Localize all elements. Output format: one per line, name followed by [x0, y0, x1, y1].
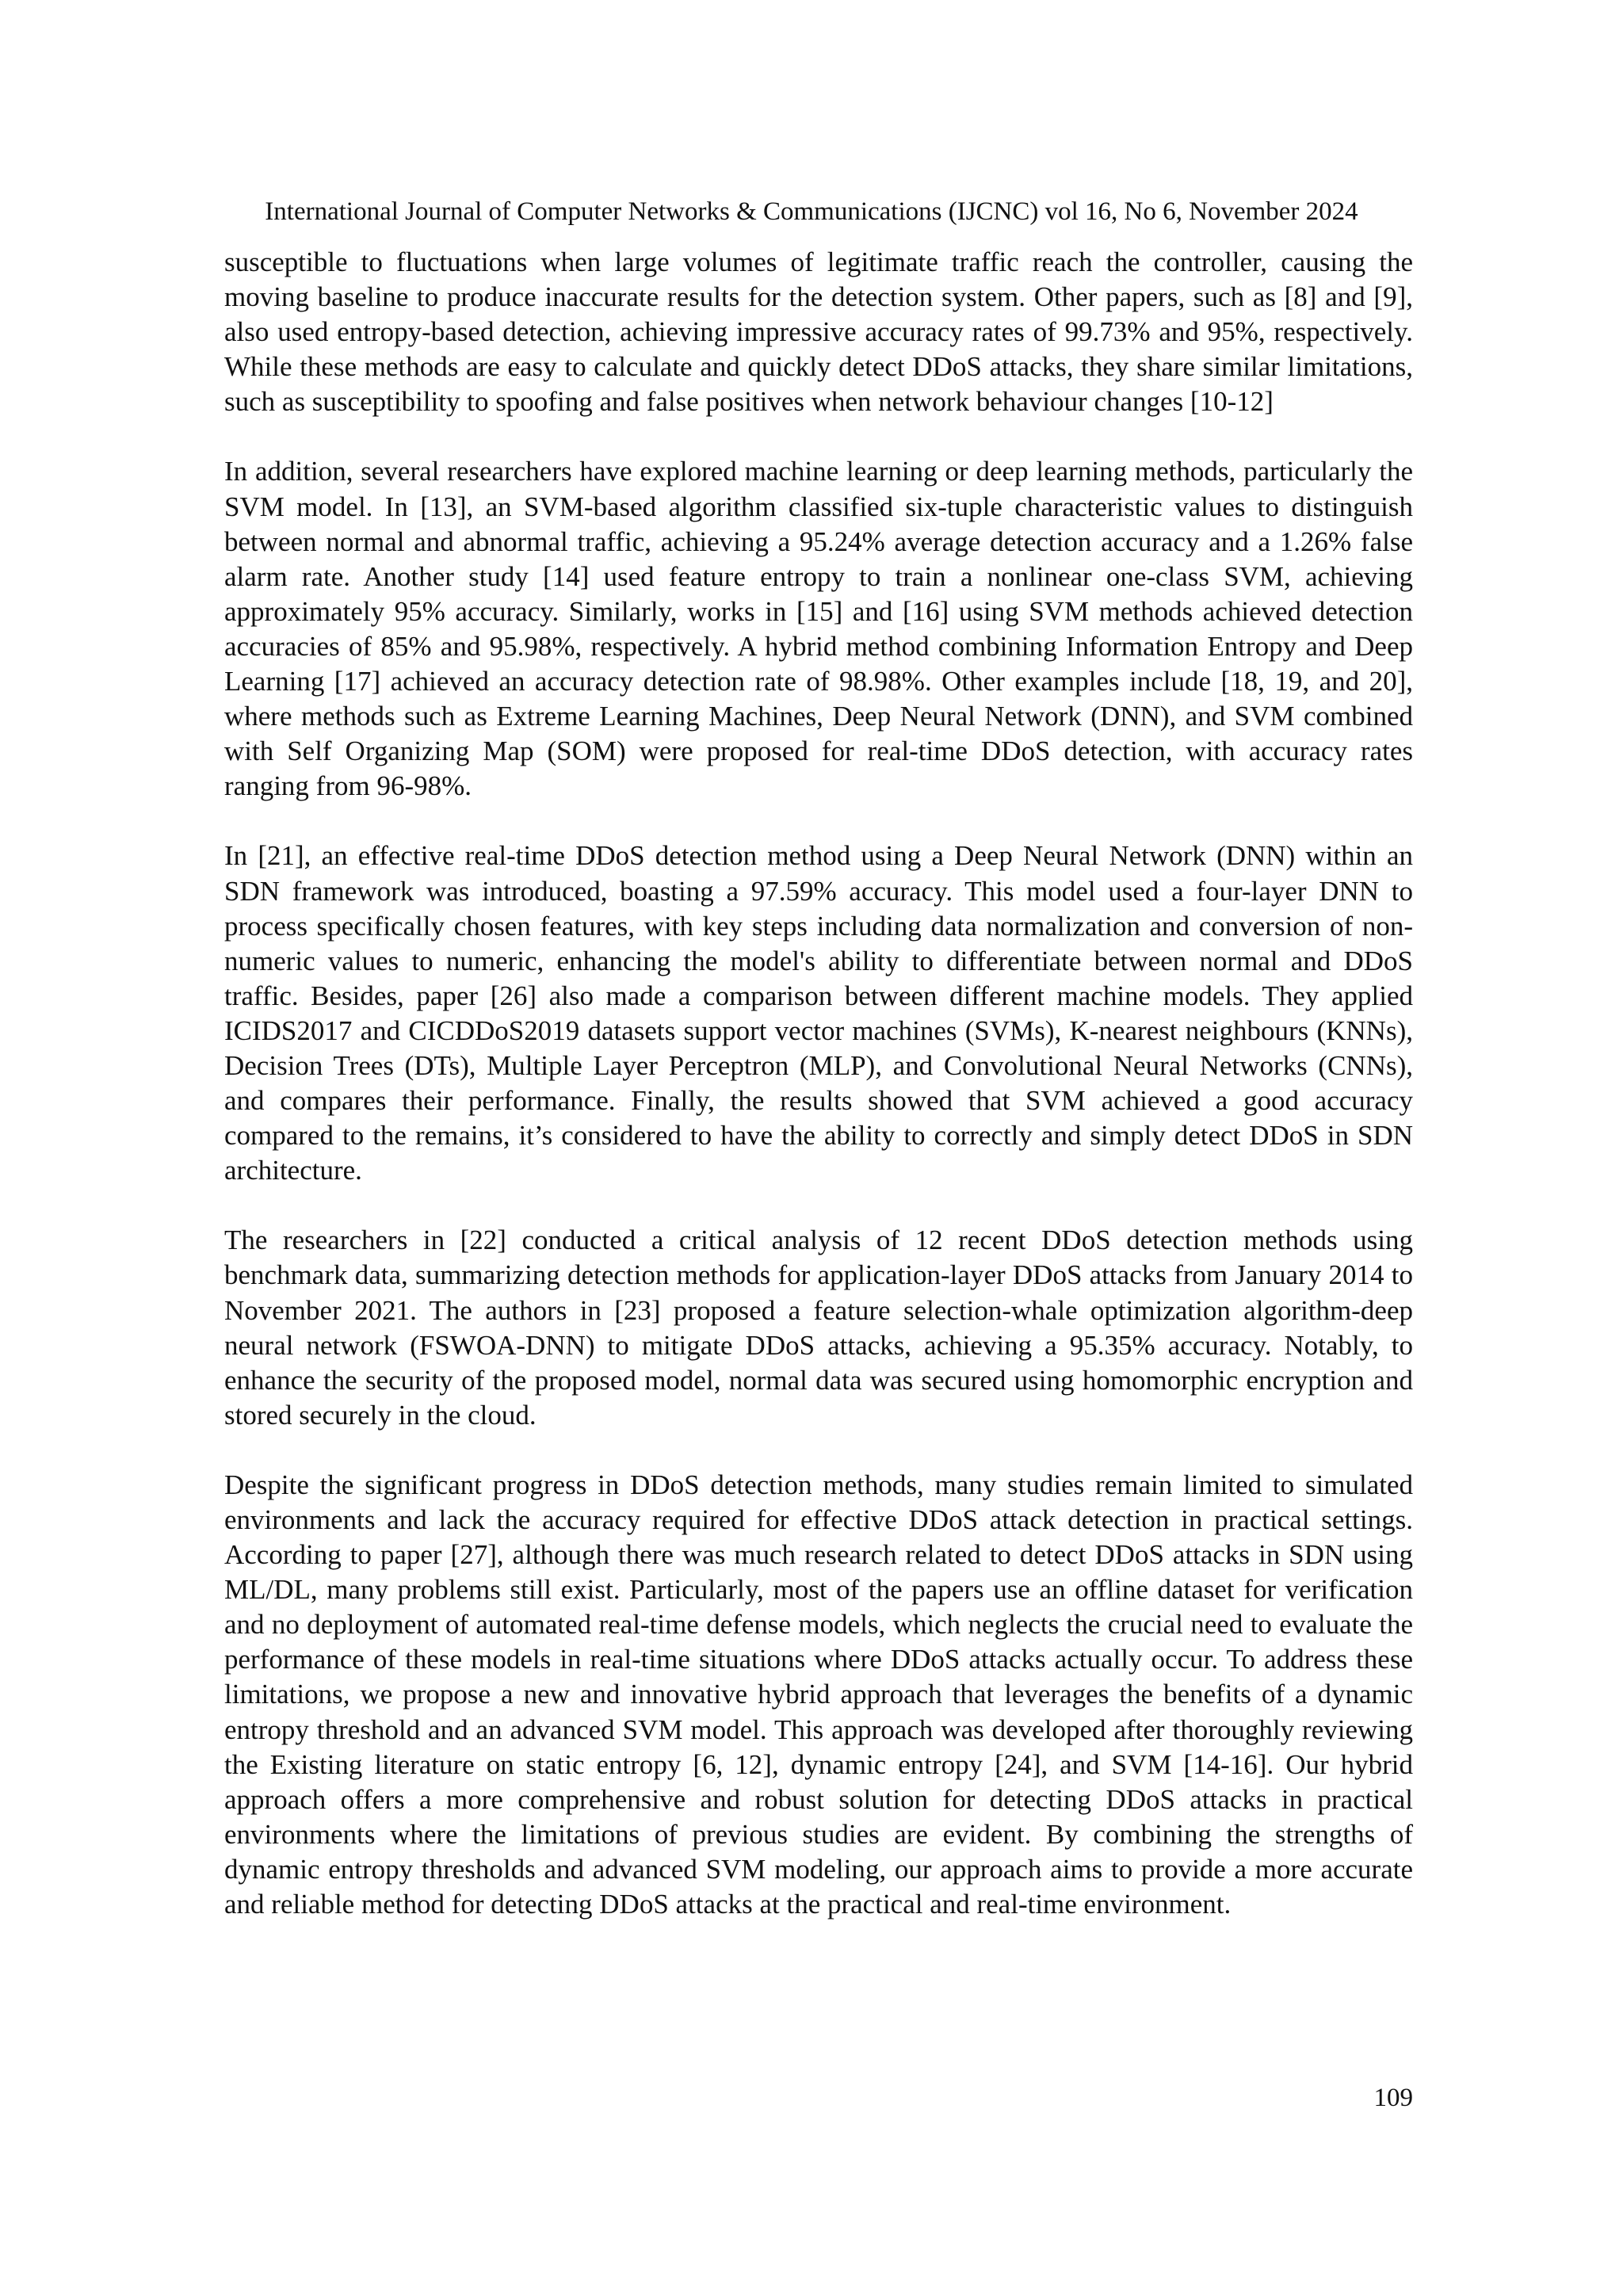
body-text	[224, 245, 1413, 1957]
page-number: 109	[1373, 2084, 1413, 2112]
paragraph-proposed-approach: Despite the significant progress in DDoS detection methods, many studies remain limited to simulated environments and lack the accuracy required for effective DDoS attack detection in practical settings. According to paper [27], although there was much research related to detect DDoS attacks in SDN using ML/DL, many problems still exist. Particularly, most of the papers use an offline dataset for verification and no deployment of automated real-time defense models, which neglects the crucial need to evaluate the performance of these models in real-time situations where DDoS attacks actually occur. To address these limitations, we propose a new and innovative hybrid approach that leverages the benefits of a dynamic entropy threshold and an advanced SVM model. This approach was developed after thoroughly reviewing the Existing literature on static entropy [6, 12], dynamic entropy [24], and SVM [14-16]. Our hybrid approach offers a more comprehensive and robust solution for detecting DDoS attacks in practical environments where the limitations of previous studies are evident. By combining the strengths of dynamic entropy thresholds and advanced SVM modeling, our approach aims to provide a more accurate and reliable method for detecting DDoS attacks at the practical and real-time environment.	[224, 1469, 1413, 1920]
paragraph-critical-analysis: The researchers in [22] conducted a critical analysis of 12 recent DDoS detection methods using benchmark data, summarizing detection methods for application-layer DDoS attacks from January 2014 to November 2021. The authors in [23] proposed a feature selection-whale optimization algorithm-deep neural network (FSWOA-DNN) to mitigate DDoS attacks, achieving a 95.35% accuracy. Notably, to enhance the security of the proposed model, normal data was secured using homomorphic encryption and stored securely in the cloud.	[224, 1224, 1413, 1431]
paragraph-svm-methods: In addition, several researchers have explored machine learning or deep learning methods, particularly the SVM model. In [13], an SVM-based algorithm classified six-tuple characteristic values to distinguish between normal and abnormal traffic, achieving a 95.24% average detection accuracy and a 1.26% false alarm rate. Another study [14] used feature entropy to train a nonlinear one-class SVM, achieving approximately 95% accuracy. Similarly, works in [15] and [16] using SVM methods achieved detection accuracies of 85% and 95.98%, respectively. A hybrid method combining Information Entropy and Deep Learning [17] achieved an accuracy detection rate of 98.98%. Other examples include [18, 19, and 20], where methods such as Extreme Learning Machines, Deep Neural Network (DNN), and SVM combined with Self Organizing Map (SOM) were proposed for real-time DDoS detection, with accuracy rates ranging from 96-98%.	[224, 456, 1413, 802]
paragraph-entropy-limitations: susceptible to fluctuations when large volumes of legitimate traffic reach the controller, causing the moving baseline to produce inaccurate results for the detection system. Other papers, such as [8] and [9], also used entropy-based detection, achieving impressive accuracy rates of 99.73% and 95%, respectively. While these methods are easy to calculate and quickly detect DDoS attacks, they share similar limitations, such as susceptibility to spoofing and false positives when network behaviour changes [10-12]	[224, 246, 1413, 418]
running-header: International Journal of Computer Networks & Communications (IJCNC) vol 16, No 6, November 2024	[265, 197, 1358, 226]
paragraph-dnn-detection: In [21], an effective real-time DDoS detection method using a Deep Neural Network (DNN) within an SDN framework was introduced, boasting a 97.59% accuracy. This model used a four-layer DNN to process specifically chosen features, with key steps including data normalization and conversion of non-numeric values to numeric, enhancing the model's ability to differentiate between normal and DDoS traffic. Besides, paper [26] also made a comparison between different machine models. They applied ICIDS2017 and CICDDoS2019 datasets support vector machines (SVMs), K-nearest neighbours (KNNs), Decision Trees (DTs), Multiple Layer Perceptron (MLP), and Convolutional Neural Networks (CNNs), and compares their performance. Finally, the results showed that SVM achieved a good accuracy compared to the remains, it’s considered to have the ability to correctly and simply detect DDoS in SDN architecture.	[224, 840, 1413, 1186]
